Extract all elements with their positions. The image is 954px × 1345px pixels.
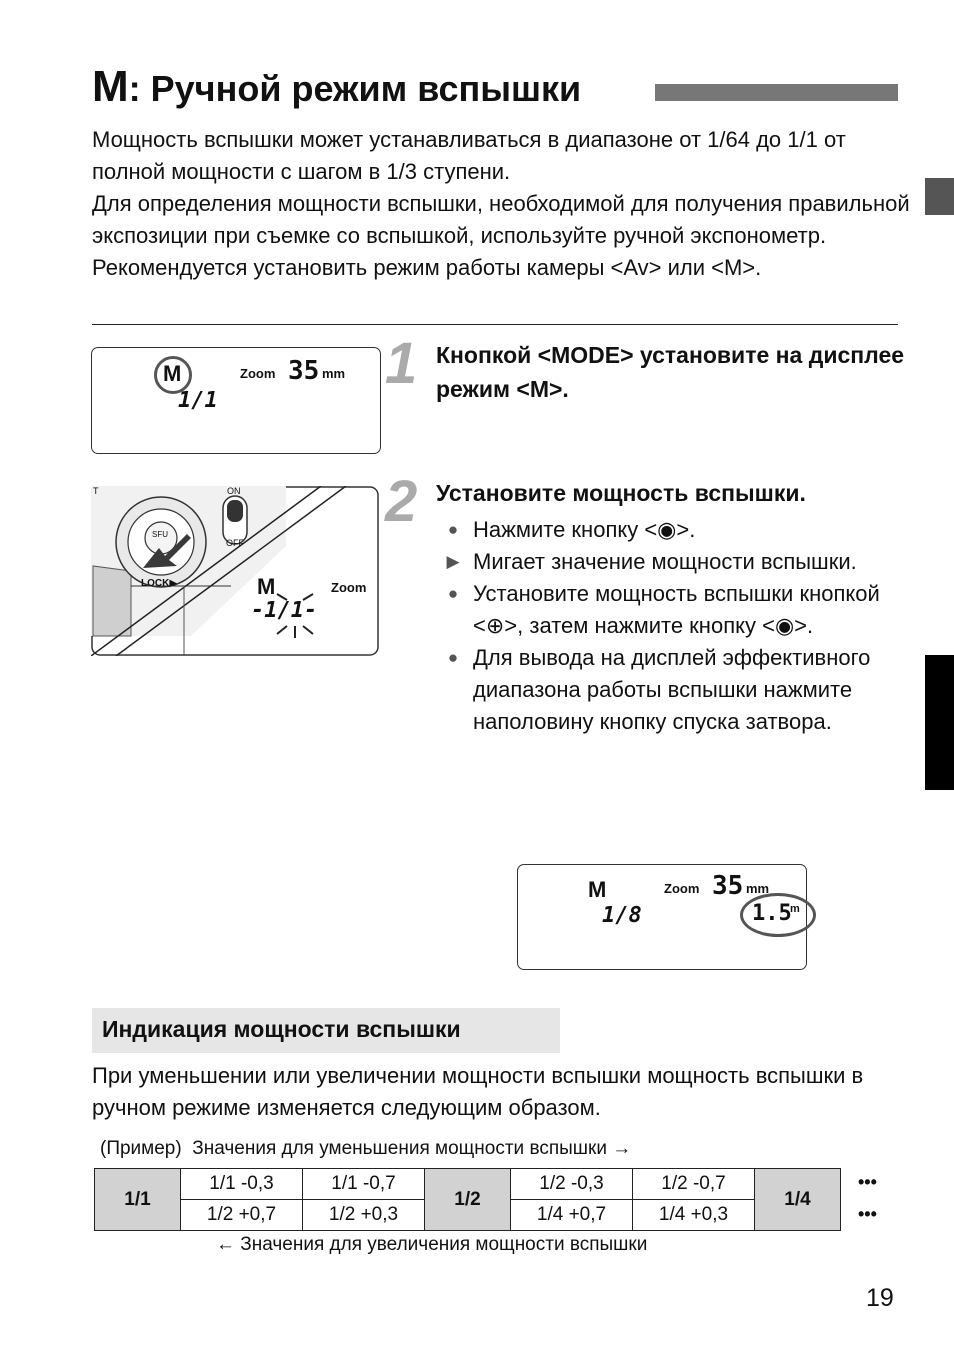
mode-m-icon: M (92, 62, 129, 111)
section-title: Индикация мощности вспышки (102, 1016, 461, 1042)
table-cell: 1/2 -0,3 (511, 1169, 633, 1200)
result-arrow-icon: ▶ (446, 552, 460, 571)
bullet-icon: ● (447, 648, 459, 667)
lcd-zoom-value: 35 (288, 356, 320, 386)
intro-paragraph-1: Мощность вспышки может устанавливаться в диапазоне от 1/64 до 1/1 от полной мощности с шагом в 1/3 ступени. (92, 127, 846, 184)
lcd-mode: M (163, 361, 182, 386)
list-item: ▶ Мигает значение мощности вспышки. (441, 546, 911, 578)
table-head-cell: 1/2 (425, 1169, 511, 1231)
step2-title: Установите мощность вспышки. (436, 480, 806, 506)
bullet-icon: ● (447, 520, 459, 539)
page-title: M: Ручной режим вспышки (92, 62, 582, 111)
table-head-cell: 1/1 (95, 1169, 181, 1231)
lcd-range: 1.5 (752, 901, 792, 926)
lcd-result (517, 864, 807, 970)
table-row (95, 1169, 841, 1200)
flash-body-drawing (91, 486, 379, 656)
table-ellipsis-bottom: ••• (858, 1204, 877, 1224)
lcd-zoom-label: Zoom (664, 881, 700, 896)
chapter-tab-marker (925, 655, 954, 790)
flash-output-table (94, 1168, 841, 1231)
t-label: T (93, 486, 99, 496)
step2-bullets (441, 514, 911, 738)
illus-lcd-zoom: Zoom (331, 580, 367, 595)
lcd-step1 (91, 347, 381, 454)
table-cell: 1/1 -0,7 (303, 1169, 425, 1200)
list-item: ● Установите мощность вспышки кнопкой <⊕>, затем нажмите кнопку <◉>. (441, 578, 911, 642)
table-cell: 1/2 -0,7 (633, 1169, 755, 1200)
table-cell: 1/1 -0,3 (181, 1169, 303, 1200)
page-number: 19 (866, 1284, 894, 1312)
flash-controls-illustration (91, 486, 379, 656)
section-paragraph: При уменьшении или увеличении мощности вспышки мощность вспышки в ручном режиме изменяется следующим образом. (92, 1063, 864, 1120)
intro-text (92, 124, 912, 284)
lcd-power: 1/8 (602, 903, 642, 928)
switch-off-label: OFF (226, 538, 244, 548)
lcd-zoom-unit: mm (322, 366, 346, 381)
lcd-zoom-label: Zoom (240, 366, 276, 381)
step-number-1: 1 (385, 331, 418, 396)
section-tab-marker (925, 178, 954, 215)
title-decoration-bar (655, 84, 898, 101)
table-cell: 1/4 +0,3 (633, 1200, 755, 1231)
step-number-2: 2 (385, 469, 418, 534)
lock-label: LOCK▶ (141, 578, 178, 589)
list-item: ● Для вывода на дисплей эффективного диапазона работы вспышки нажмите наполовину кнопку спуска затвора. (441, 642, 911, 738)
lcd-zoom-value: 35 (712, 871, 744, 901)
table-cell: 1/4 +0,7 (511, 1200, 633, 1231)
table-cell: 1/2 +0,7 (181, 1200, 303, 1231)
table-ellipsis-top: ••• (858, 1172, 877, 1192)
example-label: (Пример) (100, 1138, 182, 1159)
table-cell: 1/2 +0,3 (303, 1200, 425, 1231)
section-header (92, 1008, 560, 1053)
bullet-icon: ● (447, 584, 459, 603)
lcd-mode: M (588, 877, 607, 902)
increase-caption: ← Значения для увеличения мощности вспышки (216, 1234, 648, 1255)
illus-lcd-mode: M (257, 574, 276, 599)
decrease-caption: Значения для уменьшения мощности вспышки → (192, 1138, 632, 1159)
table-example-caption (100, 1138, 631, 1160)
list-item: ● Нажмите кнопку <◉>. (441, 514, 911, 546)
intro-paragraph-2: Для определения мощности вспышки, необходимой для получения правильной экспозиции при съемке со вспышкой, используйте ручной экспонометр. Рекомендуется установить режим работы камеры <Av> или <M>. (92, 191, 910, 280)
step1-title: Кнопкой <MODE> установите на дисплее режим <M>. (436, 342, 905, 402)
lcd-power: 1/1 (178, 388, 218, 413)
lcd-range-unit: m (790, 903, 800, 915)
illus-lcd-power: -1/1- (251, 598, 318, 623)
table-head-cell: 1/4 (755, 1169, 841, 1231)
lcd-zoom-unit: mm (746, 881, 770, 896)
sfu-label: SFU (152, 530, 168, 539)
divider (92, 324, 898, 325)
switch-on-label: ON (227, 486, 241, 496)
